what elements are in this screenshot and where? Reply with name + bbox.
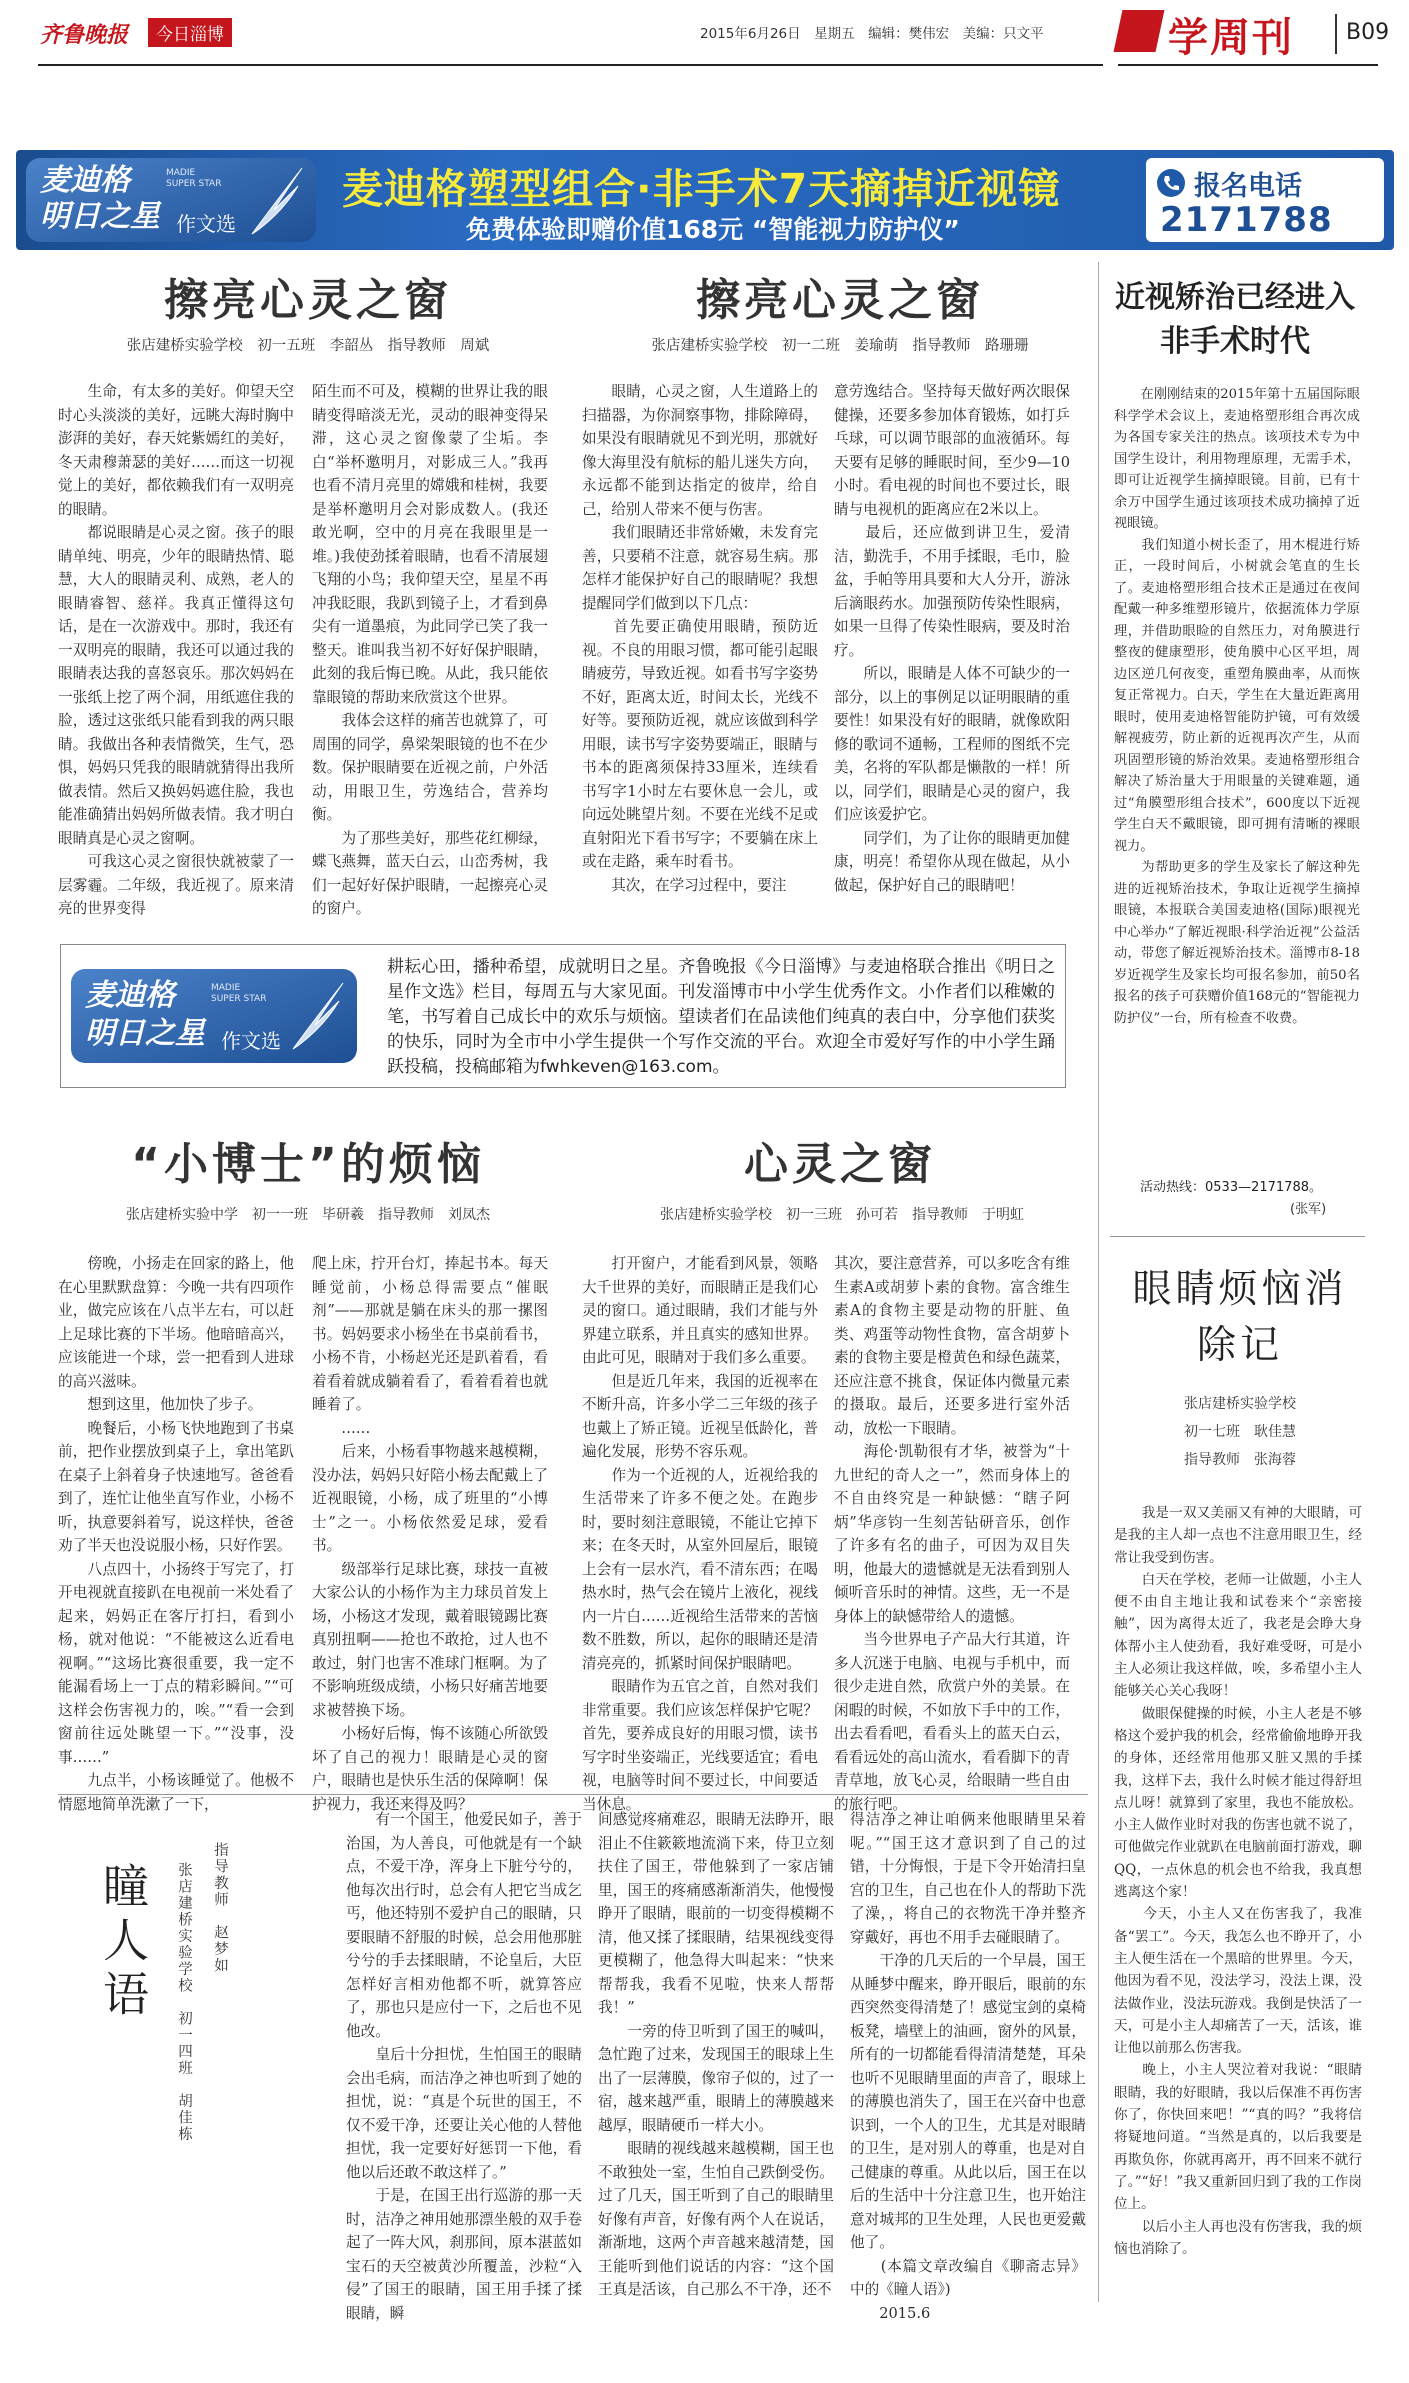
article-4-col-2: 爬上床，拧开台灯，捧起书本。每天睡觉前，小杨总得需要点“催眠剂”——那就是躺在床头的那一摞图书。妈妈要求小杨坐在书桌前看书，小杨不肯，小杨赵光还是趴着看，看着看着就成躺着看了，看着看着也就睡着了。 …… 后来，小杨看事物越来越模糊，没办法，妈妈只好陪小杨去配戴上了近视眼镜，小杨，成了班里的“小博士”之一。小杨依然爱足球，爱看书。 级部举行足球比赛，球技一直被大家公认的小杨作为主力球员首发上场，小杨这才发现，戴着眼镜踢比赛真别扭啊——抢也不敢抢，过人也不敢过，射门也害不准球门框啊。为了不影响班级成绩，小杨只好痛苦地要求被替换下场。 小杨好后悔，悔不该随心所欲毁坏了自己的视力！眼睛是心灵的窗户，眼睛也是快乐生活的保障啊！保护视力，我还来得及吗？	[312, 1255, 548, 1813]
column-badge	[1114, 10, 1165, 52]
masthead	[0, 0, 1409, 64]
article-1-title: 擦亮心灵之窗	[164, 275, 452, 326]
masthead-rule-right	[1118, 64, 1378, 66]
logo-sub: 明日之星	[40, 199, 160, 234]
logo-en: MADIE SUPER STAR	[166, 168, 222, 189]
ad-banner	[16, 150, 1394, 250]
article-5-title: 心灵之窗	[744, 1139, 936, 1190]
phone-icon	[1156, 168, 1186, 198]
notice-logo	[71, 969, 357, 1063]
ad-subline: 免费体验即赠价值168元 “智能视力防护仪”	[466, 215, 960, 244]
notice-text: 耕耘心田，播种希望，成就明日之星。齐鲁晚报《今日淄博》与麦迪格联合推出《明日之星作文选》栏目，每周五与大家见面。刊发淄博市中小学生优秀作文。小作者们以稚嫩的笔，书写着自己成长中的欢乐与烦恼。望读者们在品读他们纯真的表白中，分享他们获奖的快乐，同时为全市中小学生提供一个写作交流的平台。欢迎全市爱好写作的中小学生踊跃投稿，投稿邮箱为fwhkeven@163.com。	[387, 957, 1055, 1077]
article-5-col-1: 打开窗户，才能看到风景，领略大千世界的美好，而眼睛正是我们心灵的窗口。通过眼睛，我们才能与外界建立联系，并且真实的感知世界。由此可见，眼睛对于我们多么重要。 但是近几年来，我国的近视率在不断升高，许多小学二三年级的孩子也戴上了矫正镜。近视呈低龄化，普遍化发展，形势不容乐观。 作为一个近视的人，近视给我的生活带来了许多不便之处。在跑步时，要时刻注意眼镜，不能让它掉下来；在冬天时，从室外回屋后，眼镜上会有一层水汽，看不清东西；在喝热水时，热气会在镜片上液化，视线内一片白……近视给生活带来的苦恼数不胜数，所以，起你的眼睛还是清清亮亮的，抓紧时间保护眼睛吧。 眼睛作为五官之首，自然对我们非常重要。我们应该怎样保护它呢？首先，要养成良好的用眼习惯，读书写字时坐姿端正，光线要适宜；看电视，电脑等时间不要过长，中间要适当休息。	[582, 1255, 818, 1813]
paper-logo: 齐鲁晚报	[40, 22, 129, 48]
phone-number: 2171788	[1160, 200, 1333, 240]
designer-credit: 美编：只文平	[962, 26, 1044, 42]
article-6-school: 张店建桥实验学校	[1184, 1396, 1296, 1412]
phone-label: 报名电话	[1194, 171, 1302, 202]
article-1-col-2: 陌生而不可及，模糊的世界让我的眼睛变得暗淡无光，灵动的眼神变得呆滞，这心灵之窗像蒙了尘垢。李白“举杯邀明月，对影成三人。”我再也看不清月亮里的嫦娥和桂树，我要是举杯邀明月会对影成数人。(我还敢光啊，空中的月亮在我眼里是一堆。)我使劲揉着眼睛，也看不清展翅飞翔的小鸟；我仰望天空，星星不再冲我眨眼，我趴到镜子上，才看到鼻尖有一道墨痕，为此同学已笑了我一整天。谁叫我当初不好好保护眼睛，此刻的我后悔已晚。从此，我只能依靠眼镜的帮助来欣赏这个世界。 我体会这样的痛苦也就算了，可周围的同学，鼻梁架眼镜的也不在少数。保护眼睛要在近视之前，户外活动，用眼卫生，劳逸结合，营养均衡。 为了那些美好，那些花红柳绿，蝶飞燕舞，蓝天白云，山峦秀树，我们一起好好保护眼睛，一起擦亮心灵的窗户。	[312, 383, 548, 917]
article-7-col-1: 有一个国王，他爱民如子，善于治国，为人善良，可他就是有一个缺点，不爱干净，浑身上下脏兮兮的，他每次出行时，总会有人把它当成乞丐，他还特别不爱护自己的眼睛，只要眼睛不舒服的时候，总会用他那脏兮兮的手去揉眼睛，不论皇后，大臣怎样好言相劝他都不听，就算答应了，那也只是应付一下，之后也不见他改。 皇后十分担忧，生怕国王的眼睛会出毛病，而洁净之神也听到了她的担忧，说：“真是个玩世的国王，不仅不爱干净，还要让关心他的人替他担忧，我一定要好好惩罚一下他，看他以后还敢不敢这样了。” 于是，在国王出行巡游的那一天时，洁净之神用她那漂坐般的双手卷起了一阵大风，刹那间，原本湛蓝如宝石的天空被黄沙所覆盖，沙粒“入侵”了国王的眼睛，国王用手揉了揉眼睛，瞬	[346, 1811, 582, 2322]
article-1-col-1: 生命，有太多的美好。仰望天空时心头淡淡的美好，远眺大海时胸中澎湃的美好，春天姹紫嫣红的美好，冬天肃穆萧瑟的美好……而这一切视觉上的美好，都依赖我们有一双明亮的眼睛。 都说眼睛是心灵之窗。孩子的眼睛单纯、明亮，少年的眼睛热情、聪慧，大人的眼睛灵利、成熟，老人的眼睛睿智、慈祥。我真正懂得这句话，是在一次游戏中。那时，我还有一双明亮的眼睛，我还可以通过我的眼睛表达我的喜怒哀乐。那次妈妈在一张纸上挖了两个洞，用纸遮住我的脸，透过这张纸只能看到我的两只眼睛。我做出各种表情微笑，生气，恐惧，妈妈只凭我的眼睛就猜得出我所做表情。然后又换妈妈遮住脸，我也能准确猜出妈妈所做表情。我才明白眼睛真是心灵之窗啊。 可我这心灵之窗很快就被蒙了一层雾霾。二年级，我近视了。原来清亮的世界变得	[58, 383, 294, 917]
article-3-hotline: 活动热线：0533—2171788。	[1140, 1180, 1322, 1195]
article-6-body: 我是一双又美丽又有神的大眼睛，可是我的主人却一点也不注意用眼卫生，经常让我受到伤害。 白天在学校，老师一让做题，小主人便不由自主地让我和试卷来个“亲密接触”，因为离得太近了，我老是会睁大身体帮小主人使劲看，我好难受呀，可是小主人必须让我这样做，唉，多希望小主人能够关心关心我呀！ 做眼保健操的时候，小主人老是不够格这个爱护我的机会，经常偷偷地睁开我的身体，还经常用他那又脏又黑的手揉我，这样下去，我什么时候才能过得舒坦点儿呀！就算到了家里，我也不能放松。小主人做作业时对我的伤害也就不说了，可他做完作业就趴在电脑前面打游戏，聊QQ，一点休息的机会也不给我，我真想逃离这个家！ 今天，小主人又在伤害我了，我准备“罢工”。今天，我怎么也不睁开了，小主人便生活在一个黑暗的世界里。今天，他因为看不见，没法学习，没法上课，没法做作业，没法玩游戏。我倒是快活了一天，可是小主人却痛苦了一天，活该，谁让他以前那么伤害我。 晚上，小主人哭泣着对我说：“眼睛眼睛，我的好眼睛，我以后保准不再伤害你了，你快回来吧！”“真的吗？”我将信将疑地问道。“当然是真的，以后我要是再欺负你，你就再离开，再不回来不就行了。”“好！”我又重新回归到了我的工作岗位上。 以后小主人再也没有伤害我，我的烦恼也消除了。	[1114, 1505, 1362, 2257]
page-divider	[1335, 14, 1337, 54]
logo-main: 麦迪格	[40, 163, 130, 198]
article-7-col-3: 得洁净之神让咱俩来他眼睛里呆着呢。”“国王这才意识到了自己的过错，十分悔恨，于是下令开始清扫皇宫的卫生，自己也在仆人的帮助下洗了澡，，将自己的衣物洗干净并整齐穿戴好，再也不用手去碰眼睛了。 干净的几天后的一个早晨，国王从睡梦中醒来，睁开眼后，眼前的东西突然变得清楚了！感觉宝剑的桌椅板凳，墙壁上的油画，窗外的风景，所有的一切都能看得清清楚楚，耳朵也听不见眼睛里面的声音了，眼球上的薄膜也消失了，国王在兴奋中也意识到，一个人的卫生，尤其是对眼睛的卫生，是对别人的尊重，也是对自己健康的尊重。从此以后，国王在以后的生活中十分注意卫生，也开始注意对城邦的卫生处理，人民也更爱戴他了。 (本篇文章改编自《聊斋志异》中的《瞳人语》) 2015.6	[850, 1811, 1086, 2322]
issue-weekday: 星期五	[814, 26, 855, 42]
notice-logo-main: 麦迪格	[85, 978, 175, 1013]
column-notice	[60, 944, 1066, 1088]
editor-credit: 编辑：樊伟宏	[868, 26, 950, 42]
article-4-col-1: 傍晚，小扬走在回家的路上，他在心里默默盘算：今晚一共有四项作业，做完应该在八点半左右，可以赶上足球比赛的下半场。他暗暗高兴，应该能进一个球，尝一把看到人进球的高兴滋味。 想到这里，他加快了步子。 晚餐后，小杨飞快地跑到了书桌前，把作业摆放到桌子上，拿出笔趴在桌子上斜着身子快速地写。爸爸看到了，连忙让他坐直写作业，小杨不听，执意要斜着写，说这样快，爸爸劝了半天也没说服小杨，只好作罢。 八点四十，小扬终于写完了，打开电视就直接趴在电视前一米处看了起来，妈妈正在客厅打扫，看到小杨，就对他说：“不能被这么近看电视啊。”“这场比赛很重要，我一定不能漏看场上一丁点的精彩瞬间。”“可这样会伤害视力的，唉。”“看一会到窗前往远处眺望一下。”“没事，没事……” 九点半，小杨该睡觉了。他极不情愿地简单洗漱了一下，	[58, 1255, 294, 1813]
notice-logo-tag: 作文选	[221, 1029, 281, 1053]
issue-date: 2015年6月26日	[700, 26, 801, 42]
article-2-byline: 张店建桥实验学校 初一二班 姜瑜萌 指导教师 路珊珊	[651, 338, 1029, 354]
feather-icon	[244, 164, 308, 238]
sidebar-separator	[1110, 1236, 1365, 1237]
article-3-body: 在刚刚结束的2015年第十五届国际眼科学学术会议上，麦迪格塑形组合再次成为各国专家关注的热点。该项技术专为中国学生设计，利用物理原理，无需手术，即可让近视学生摘掉眼镜。目前，已有十余万中国学生通过该项技术成功摘掉了近视眼镜。 我们知道小树长歪了，用木棍进行矫正，一段时间后，小树就会笔直的生长了。麦迪格塑形组合技术正是通过在夜间配戴一种多维塑形镜片，依据流体力学原理，并借助眼睑的自然压力，对角膜进行整夜的健康塑形，使角膜中心区平坦，周边区逆几何夜变，重塑角膜曲率，从而恢复正常视力。白天，学生在大量近距离用眼时，使用麦迪格智能防护镜，可有效缓解视疲劳，防止新的近视再次产生，从而巩固塑形镜的矫治效果。麦迪格塑形组合解决了矫治量大于用眼量的关键难题，通过“角膜塑形组合技术”，600度以下近视学生白天不戴眼镜，即可拥有清晰的裸眼视力。 为帮助更多的学生及家长了解这种先进的近视矫治技术，争取让近视学生摘掉眼镜，本报联合美国麦迪格(国际)眼视光中心举办“了解近视眼·科学治近视”公益活动，带您了解近视矫治技术。淄博市8-18岁近视学生及家长均可报名参加，前50名报名的孩子可获赠价值168元的“智能视力防护仪”一台，所有检查不收费。	[1114, 387, 1360, 1026]
logo-tag: 作文选	[176, 212, 236, 236]
article-3-title: 近视矫治已经进入非手术时代	[1115, 280, 1355, 359]
article-6-teacher: 指导教师 张海蓉	[1184, 1452, 1296, 1468]
article-6-class: 初一七班 耿佳慧	[1184, 1424, 1296, 1440]
notice-logo-sub: 明日之星	[85, 1016, 205, 1051]
phone-box	[1146, 158, 1384, 242]
article-2-col-1: 眼睛，心灵之窗，人生道路上的扫描器，为你洞察事物，排除障碍，如果没有眼睛就见不到光明，那就好像大海里没有航标的船儿迷失方向，永远都不能到达指定的彼岸，给自己，给别人带来不便与伤害。 我们眼睛还非常娇嫩，未发育完善，只要稍不注意，就容易生病。那怎样才能保护好自己的眼睛呢？我想提醒同学们做到以下几点： 首先要正确使用眼睛，预防近视。不良的用眼习惯，都可能引起眼睛疲劳，导致近视。如看书写字姿势不好，距离太近，时间太长，光线不好等。要预防近视，就应该做到科学用眼，读书写字姿势要端正，眼睛与书本的距离须保持33厘米，连续看书写字1小时左右要休息一会儿，或向远处眺望片刻。不要在光线不足或直射阳光下看书写字；不要躺在床上或在走路，乘车时看书。 其次，在学习过程中，要注	[582, 383, 818, 894]
section-name: 今日淄博	[148, 18, 232, 47]
notice-logo-en: MADIE SUPER STAR	[211, 983, 267, 1004]
article-2-title: 擦亮心灵之窗	[696, 275, 984, 326]
article-4-title: “小博士”的烦恼	[131, 1139, 485, 1190]
article-7-col-2: 间感觉疼痛难忍，眼睛无法睁开，眼泪止不住簌簌地流淌下来，侍卫立刻扶住了国王，带他躲到了一家店铺里，国王的疼痛感渐渐消失，他慢慢睁开了眼睛，眼前的一切变得模糊不清，他又揉了揉眼睛，结果视线变得更模糊了，他急得大叫起来：“快来帮帮我，我看不见啦，快来人帮帮我！” 一旁的侍卫听到了国王的喊叫，急忙跑了过来，发现国王的眼球上生出了一层薄膜，像帘子似的，过了一宿，越来越严重，眼睛上的薄膜越来越厚，眼睛硬币一样大小。 眼睛的视线越来越模糊，国王也不敢独处一室，生怕自己跌倒受伤。过了几天，国王听到了自己的眼睛里好像有声音，好像有两个人在说话，渐渐地，这两个声音越来越清楚，国王能听到他们说话的内容：“这个国王真是活该，自己那么不干净，还不	[598, 1811, 834, 2298]
article-7-title: 瞳人语	[96, 1862, 150, 2024]
article-5-col-2: 其次，要注意营养，可以多吃含有维生素A或胡萝卜素的食物。富含维生素A的食物主要是动物的肝脏、鱼类、鸡蛋等动物性食物，富含胡萝卜素的食物主要是橙黄色和绿色蔬菜，还应注意不挑食，保证体内微量元素的摄取。最后，还要多进行室外活动，放松一下眼睛。 海伦·凯勒很有才华，被誉为“十九世纪的奇人之一”，然而身体上的不自由终究是一种缺憾：“瞎子阿炳”华彦钧一生刻苦钻研音乐，创作了许多有名的曲子，可因为双目失明，他最大的遗憾就是无法看到别人倾听音乐时的神情。这些，无一不是身体上的缺憾带给人的遗憾。 当今世界电子产品大行其道，许多人沉迷于电脑、电视与手机中，而很少走进自然，欣赏户外的美景。在闲暇的时候，不如放下手中的工作，出去看看吧，看看头上的蓝天白云，看看远处的高山流水，看看脚下的青青草地，放飞心灵，给眼睛一些自由的旅行吧。	[834, 1255, 1070, 1813]
ad-headline: 麦迪格塑型组合·非手术7天摘掉近视镜	[342, 165, 1061, 213]
masthead-rule	[38, 64, 1103, 66]
article-3-author: (张军)	[1290, 1202, 1327, 1217]
page-number: B09	[1346, 20, 1390, 45]
issue-info	[700, 22, 1044, 42]
article-5-byline: 张店建桥实验学校 初一三班 孙可若 指导教师 于明虹	[660, 1207, 1024, 1223]
ad-logo	[26, 158, 316, 242]
article-1-byline: 张店建桥实验学校 初一五班 李韶丛 指导教师 周斌	[126, 338, 490, 354]
article-7-rule	[58, 1794, 1088, 1795]
article-6-title: 眼睛烦恼消除记	[1132, 1267, 1348, 1368]
article-2-col-2: 意劳逸结合。坚持每天做好两次眼保健操，还要多参加体育锻炼，如打乒乓球，可以调节眼部的血液循环。每天要有足够的睡眠时间，至少9—10小时。看电视的时间也不要过长，眼睛与电视机的距离应在2米以上。 最后，还应做到讲卫生，爱清洁，勤洗手，不用手揉眼，毛巾，脸盆，手帕等用具要和大人分开，游泳后滴眼药水。加强预防传染性眼病，如果一旦得了传染性眼病，要及时治疗。 所以，眼睛是人体不可缺少的一部分，以上的事例足以证明眼睛的重要性！如果没有好的眼睛，就像欧阳修的歌词不通畅，工程师的图纸不完美，名将的军队都是懒散的一样！所以，同学们，眼睛是心灵的窗户，我们应该爱护它。 同学们，为了让你的眼睛更加健康，明亮！希望你从现在做起，从小做起，保护好自己的眼睛吧！	[834, 383, 1070, 894]
article-7-teacher: 指导教师 赵梦如	[212, 1842, 228, 1974]
column-title: 学周刊	[1168, 15, 1294, 61]
article-7-school: 张店建桥实验学校 初一四班 胡佳栋	[176, 1862, 192, 2143]
sidebar-rule	[1098, 262, 1099, 2302]
notice-feather-icon	[285, 979, 349, 1053]
article-4-byline: 张店建桥实验中学 初一一班 毕研羲 指导教师 刘凤杰	[126, 1207, 490, 1223]
